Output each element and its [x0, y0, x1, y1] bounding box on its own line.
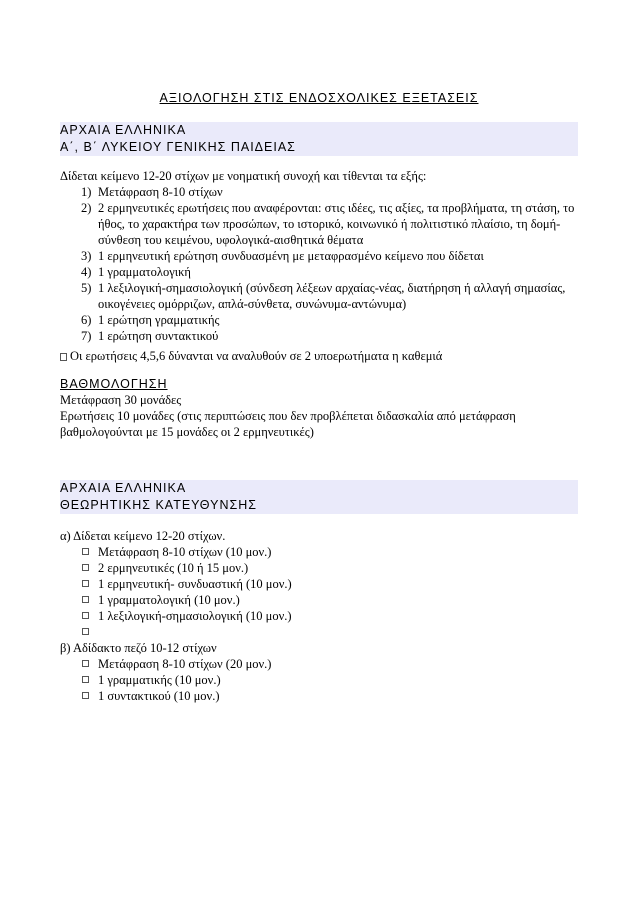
section2-part-b: β) Αδίδακτο πεζό 10-12 στίχων [60, 641, 217, 655]
checkbox-glyph-icon [60, 353, 67, 361]
list-item: 6) 1 ερώτηση γραμματικής [81, 313, 220, 327]
checkbox-glyph-icon [82, 628, 89, 635]
grading-heading: ΒΑΘΜΟΛΟΓΗΣΗ [60, 377, 168, 391]
checkbox-glyph-icon [82, 676, 89, 683]
list-item: 7) 1 ερώτηση συντακτικού [81, 329, 219, 343]
list-item: 1) Μετάφραση 8-10 στίχων [81, 185, 223, 199]
section2-band-line1: ΑΡΧΑΙΑ ΕΛΛΗΝΙΚΑ [60, 481, 187, 495]
section2-part-a: α) Δίδεται κείμενο 12-20 στίχων. [60, 529, 226, 543]
list-item: 1 γραμματολογική (10 μον.) [60, 592, 580, 608]
checkbox-glyph-icon [82, 596, 89, 603]
list-item: 2 ερμηνευτικές (10 ή 15 μον.) [60, 560, 580, 576]
section2-header [60, 480, 578, 514]
section1-intro: Δίδεται κείμενο 12-20 στίχων με νοηματική συνοχή και τίθενται τα εξής: [60, 169, 427, 183]
section2-band-line2: ΘΕΩΡΗΤΙΚΗΣ ΚΑΤΕΥΘΥΝΣΗΣ [60, 498, 257, 512]
list-item: 1 λεξιλογική-σημασιολογική (10 μον.) [60, 608, 580, 624]
list-item: 5) 1 λεξιλογική-σημασιολογική (σύνδεση λέξεων αρχαίας-νέας, διατήρηση ή αλλαγή σημασίας, οικογένειες ομόρριζων, απλά-σύνθετα, συνώνυμα-αντώνυμα) [81, 281, 566, 311]
list-item [60, 624, 580, 640]
section1-band-line2: Α΄, Β΄ ΛΥΚΕΙΟΥ ΓΕΝΙΚΗΣ ΠΑΙΔΕΙΑΣ [60, 140, 296, 154]
grading-line2: Ερωτήσεις 10 μονάδες (στις περιπτώσεις που δεν προβλέπεται διδασκαλία από μετάφραση βαθμολογούνται με 15 μονάδες οι 2 ερμηνευτικές) [60, 409, 516, 439]
grading-section [60, 376, 580, 440]
grading-line1: Μετάφραση 30 μονάδες [60, 393, 182, 407]
section1-list [60, 184, 580, 344]
checkbox-glyph-icon [82, 692, 89, 699]
section1-header [60, 122, 578, 156]
list-item: 2) 2 ερμηνευτικές ερωτήσεις που αναφέρονται: στις ιδέες, τις αξίες, τα προβλήματα, τη στάση, το ήθος, το χαρακτήρα των προσώπων, το ιστορικό, κοινωνικό ή πολιτιστικό πλαίσιο, τη δομή-σύνθεση του κειμένου, υφολογικά-αισθητικά θέματα [81, 201, 575, 247]
section2-body [60, 528, 580, 704]
page-title: ΑΞΙΟΛΟΓΗΣΗ ΣΤΙΣ ΕΝΔΟΣΧΟΛΙΚΕΣ ΕΞΕΤΑΣΕΙΣ [159, 91, 479, 105]
list-item: Μετάφραση 8-10 στίχων (20 μον.) [60, 656, 580, 672]
checkbox-glyph-icon [82, 548, 89, 555]
section1-body [60, 168, 580, 344]
checkbox-glyph-icon [82, 612, 89, 619]
list-item: 3) 1 ερμηνευτική ερώτηση συνδυασμένη με μεταφρασμένο κείμενο που δίδεται [81, 249, 484, 263]
list-item: Μετάφραση 8-10 στίχων (10 μον.) [60, 544, 580, 560]
checkbox-glyph-icon [82, 580, 89, 587]
checkbox-glyph-icon [82, 660, 89, 667]
section1-band-line1: ΑΡΧΑΙΑ ΕΛΛΗΝΙΚΑ [60, 123, 187, 137]
list-item: 1 συντακτικού (10 μον.) [60, 688, 580, 704]
list-item: 4) 1 γραμματολογική [81, 265, 191, 279]
list-item: 1 ερμηνευτική- συνδυαστική (10 μον.) [60, 576, 580, 592]
list-item: 1 γραμματικής (10 μον.) [60, 672, 580, 688]
section1-note: Οι ερωτήσεις 4,5,6 δύνανται να αναλυθούν σε 2 υποερωτήματα η καθεμιά [60, 348, 580, 364]
checkbox-glyph-icon [82, 564, 89, 571]
